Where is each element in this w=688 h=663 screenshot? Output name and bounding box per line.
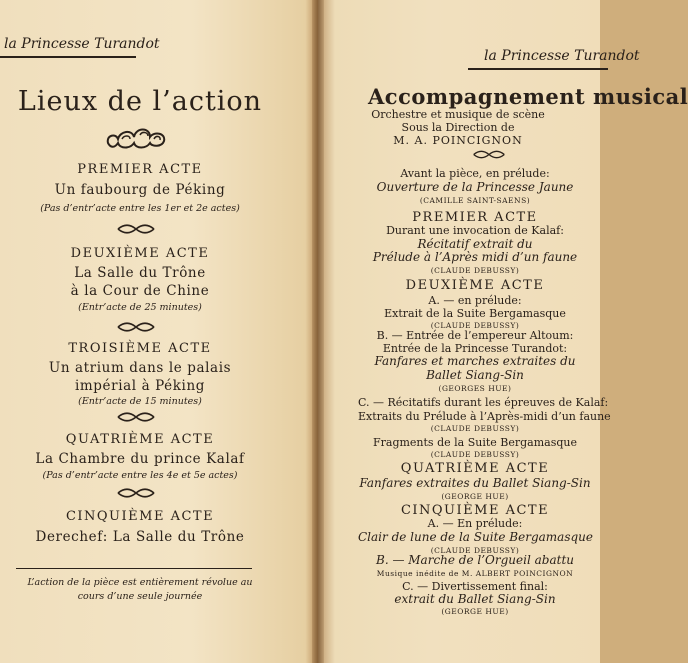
composer-credit: (CLAUDE DEBUSSY) — [430, 321, 520, 330]
left-page — [0, 0, 318, 663]
act-5-place: Derechef: La Salle du Trône — [35, 529, 245, 545]
act-3-heading: TROISIÈME ACTE — [68, 341, 212, 356]
act-5-heading: CINQUIÈME ACTE — [65, 509, 215, 524]
footer-rule — [16, 568, 252, 569]
book-gutter — [312, 0, 324, 663]
act-1-heading: PREMIER ACTE — [77, 162, 203, 177]
cloud-ornament-icon — [104, 123, 172, 151]
left-head-rule — [0, 56, 136, 58]
subtitle-line-3: M. A. POINCIGNON — [393, 134, 523, 147]
composer-credit: (GEORGES HUE) — [438, 384, 512, 393]
music-line: Ouverture de la Princesse Jaune — [376, 180, 574, 194]
music-line: Fanfares et marches extraites du — [374, 354, 576, 368]
right-page — [318, 0, 688, 663]
act-1-note: (Pas d’entr’acte entre les 1er et 2e actes) — [40, 203, 240, 214]
music-line: Fragments de la Suite Bergamasque — [373, 436, 577, 449]
music-line: Extrait de la Suite Bergamasque — [384, 307, 566, 320]
composer-credit: (CLAUDE DEBUSSY) — [430, 450, 520, 459]
music-line: B. — Marche de l’Orgueil abattu — [376, 553, 574, 567]
composer-credit: (CLAUDE DEBUSSY) — [430, 424, 520, 433]
music-line: Ballet Siang-Sin — [426, 368, 524, 382]
act-heading: CINQUIÈME ACTE — [400, 503, 550, 518]
act-2-place-1: La Salle du Trône — [74, 265, 206, 281]
page-title: Lieux de l’action — [17, 86, 263, 117]
composer-credit: Musique inédite de M. ALBERT POINCIGNON — [376, 569, 574, 578]
act-heading: PREMIER ACTE — [412, 210, 538, 225]
subtitle-line-1: Orchestre et musique de scène — [371, 108, 545, 121]
act-heading: QUATRIÈME ACTE — [400, 461, 550, 476]
act-2-note: (Entr’acte de 25 minutes) — [78, 302, 202, 313]
music-line: Entrée de la Princesse Turandot: — [382, 342, 568, 355]
composer-credit: (CLAUDE DEBUSSY) — [430, 546, 520, 555]
music-line: Extraits du Prélude à l’Après-midi d’un faune — [358, 410, 611, 423]
act-2-place-2: à la Cour de Chine — [70, 283, 210, 299]
divider-ornament-icon — [116, 488, 156, 498]
music-line: C. — Récitatifs durant les épreuves de Kalaf: — [358, 396, 609, 409]
divider-ornament-icon — [116, 224, 156, 234]
act-4-heading: QUATRIÈME ACTE — [65, 432, 215, 447]
left-running-head: la Princesse Turandot — [4, 36, 160, 52]
music-line: Avant la pièce, en prélude: — [400, 167, 550, 180]
music-line: A. — En prélude: — [427, 517, 523, 530]
subtitle-line-2: Sous la Direction de — [401, 121, 515, 134]
composer-credit: (GEORGE HUE) — [441, 492, 509, 501]
music-line: Durant une invocation de Kalaf: — [386, 224, 564, 237]
music-line: Fanfares extraites du Ballet Siang-Sin — [359, 476, 591, 490]
act-heading: DEUXIÈME ACTE — [405, 278, 545, 293]
right-head-rule — [468, 68, 608, 70]
footer-note-line-2: cours d’une seule journée — [77, 591, 203, 602]
act-3-place-2: impérial à Péking — [74, 378, 206, 394]
music-line: C. — Divertissement final: — [402, 580, 548, 593]
act-2-heading: DEUXIÈME ACTE — [70, 246, 210, 261]
footer-note — [6, 576, 274, 604]
music-line: Prélude à l’Après midi d’un faune — [372, 250, 578, 264]
act-1-place: Un faubourg de Péking — [54, 182, 226, 198]
divider-ornament-icon — [116, 322, 156, 332]
act-3-place-1: Un atrium dans le palais — [48, 360, 232, 376]
composer-credit: (CLAUDE DEBUSSY) — [430, 266, 520, 275]
composer-credit: (GEORGE HUE) — [441, 607, 509, 616]
right-page-title: Accompagnement musical — [368, 84, 688, 109]
right-running-head: la Princesse Turandot — [484, 48, 640, 64]
divider-ornament-icon — [116, 412, 156, 422]
composer-credit: (CAMILLE SAINT-SAENS) — [419, 196, 531, 205]
act-3-note: (Entr’acte de 15 minutes) — [78, 396, 202, 407]
act-4-note: (Pas d’entr’acte entre les 4e et 5e actes) — [42, 470, 238, 481]
music-line: B. — Entrée de l’empereur Altoum: — [376, 329, 574, 342]
music-line: A. — en prélude: — [428, 294, 522, 307]
music-line: extrait du Ballet Siang-Sin — [394, 592, 556, 606]
divider-ornament-icon — [472, 150, 506, 159]
music-line: Clair de lune de la Suite Bergamasque — [358, 530, 593, 544]
act-4-place: La Chambre du prince Kalaf — [35, 451, 245, 467]
footer-note-line-1: L’action de la pièce est entièrement révolue au — [27, 577, 253, 588]
music-line: Récitatif extrait du — [417, 237, 533, 251]
